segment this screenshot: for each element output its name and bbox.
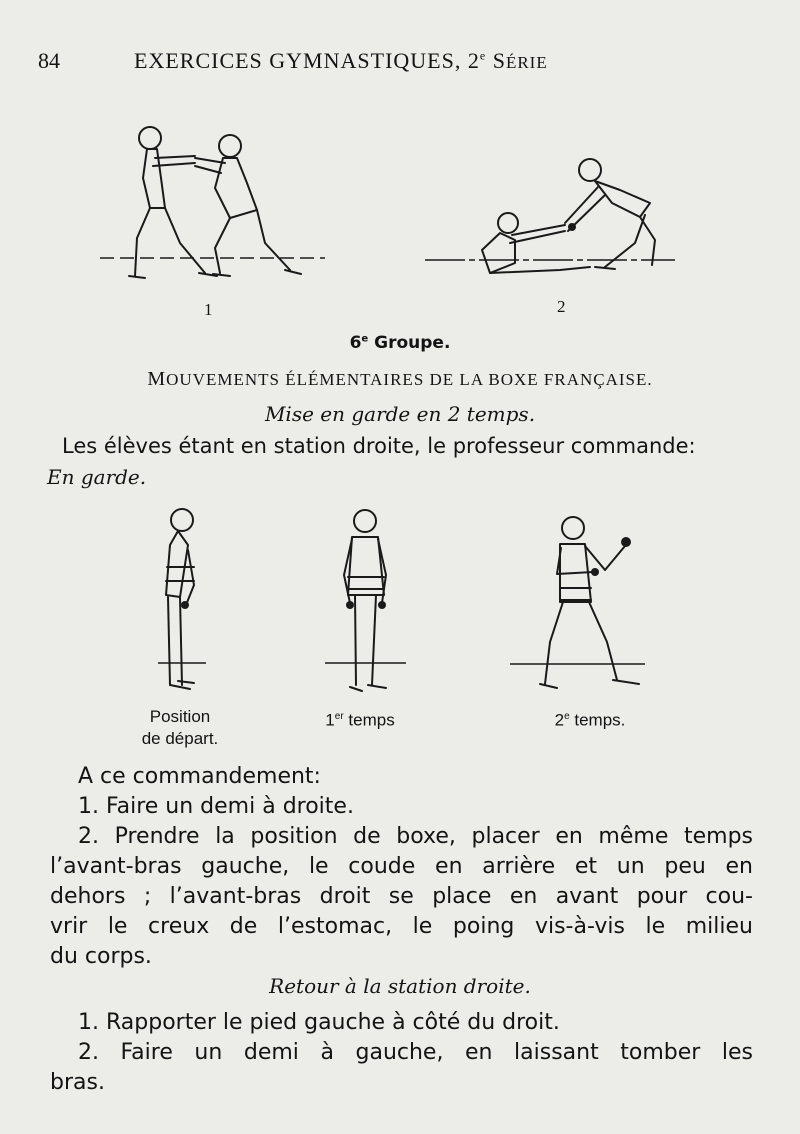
page-number: 84 — [38, 48, 60, 73]
caption-second-tempo-number: 2 — [554, 710, 565, 730]
group-word: Groupe. — [374, 333, 451, 353]
figure-second-tempo — [505, 512, 655, 697]
return-step-2-line-1: 2. Faire un demi à gauche, en laissant tomber les — [78, 1040, 753, 1065]
group-number-sup: e — [361, 333, 369, 345]
subheading-mise-en-garde: Mise en garde en 2 temps. — [264, 402, 536, 426]
instruction-step-2-line-1: 2. Prendre la position de boxe, placer en même temps — [78, 824, 753, 849]
subheading-retour: Retour à la station droite. — [269, 974, 531, 998]
instruction-step-2-line-3: dehors ; l’avant-bras droit se place en avant pour cou- — [50, 884, 753, 909]
caption-first-tempo — [300, 706, 420, 732]
running-title-series-initial: S — [492, 48, 506, 73]
caption-starting-position-line-2: de départ. — [141, 729, 219, 748]
running-title-main: EXERCICES GYMNASTIQUES, 2 — [134, 48, 480, 73]
running-header — [38, 42, 758, 82]
group-heading — [0, 333, 800, 353]
section-title — [0, 368, 800, 391]
caption-second-tempo — [525, 706, 655, 732]
figure-1-pushing-exercise — [95, 118, 335, 293]
intro-line-1: Les élèves étant en station droite, le professeur commande: — [62, 434, 696, 458]
caption-first-tempo-text: temps — [343, 710, 395, 730]
caption-starting-position-line-1: Position — [149, 707, 211, 726]
running-title-series-rest: ÉRIE — [505, 53, 548, 72]
figure-2-seated-pull-exercise — [420, 155, 680, 290]
figure-starting-position — [150, 505, 220, 700]
instruction-step-2-line-5: du corps. — [50, 944, 152, 969]
caption-second-tempo-sup: e — [564, 711, 570, 722]
caption-second-tempo-text: temps. — [569, 710, 626, 730]
figure-first-tempo — [320, 505, 410, 700]
group-number: 6 — [349, 333, 362, 353]
return-step-2-line-2: bras. — [50, 1070, 105, 1095]
section-title-initial: M — [147, 368, 167, 390]
caption-starting-position — [125, 706, 235, 750]
running-title — [134, 48, 548, 74]
caption-first-tempo-sup: er — [334, 711, 344, 722]
section-title-rest: OUVEMENTS ÉLÉMENTAIRES DE LA BOXE FRANÇAISE. — [166, 370, 653, 389]
intro-command: En garde. — [47, 465, 147, 489]
figure-2-label: 2 — [557, 297, 566, 316]
instruction-step-2-line-4: vrir le creux de l’estomac, le poing vis-à-vis le milieu — [50, 914, 753, 939]
instruction-step-2-line-2: l’avant-bras gauche, le coude en arrière et un peu en — [50, 854, 753, 879]
instruction-lead: A ce commandement: — [78, 764, 321, 789]
return-step-1: 1. Rapporter le pied gauche à côté du droit. — [78, 1010, 560, 1035]
figure-1-label: 1 — [204, 300, 213, 319]
running-title-sup: e — [479, 48, 487, 63]
caption-first-tempo-number: 1 — [325, 710, 335, 730]
instruction-step-1: 1. Faire un demi à droite. — [78, 794, 354, 819]
